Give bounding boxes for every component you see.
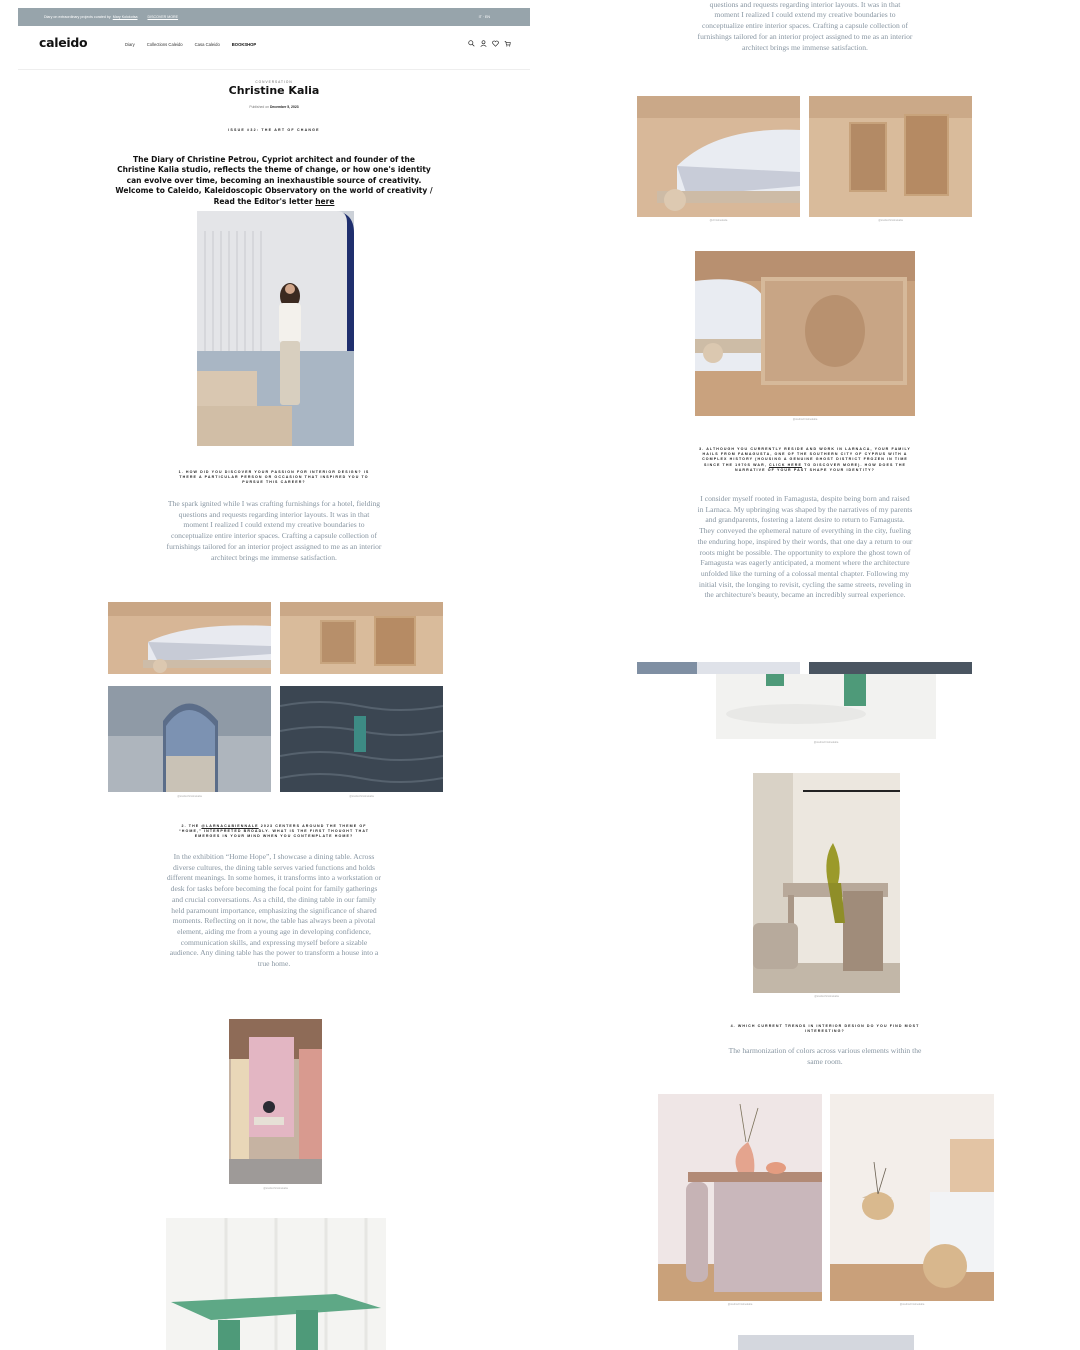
intro-text: The Diary of Christine Petrou, Cypriot architect and founder of the Christine Kalia studio, reflects the theme of change, or how one's identity can evolve over time, becoming an inexhaustible source of creativity. Welcome to Caleido, Kaleidoscopic Observatory on the world of creativity / Read the Editor's letter: [115, 155, 433, 206]
main-nav: [125, 42, 256, 47]
bed-on-sand-photo: [108, 602, 271, 674]
issue-label: ISSUE #32: THE ART OF CHANGE: [228, 128, 320, 132]
question-3-suffix: TO DISCOVER MORE). HOW DOES THE NARRATIVE OF YOUR PAST SHAPE YOUR IDENTITY?: [735, 462, 907, 472]
caption-exhibition: @studiochristinekalia: [263, 1187, 288, 1190]
caption-pink-cabinet: @studiochristinekalia: [727, 1303, 753, 1306]
bed-on-sand-large-photo: [637, 96, 800, 217]
answer-1: The spark ignited while I was crafting furnishings for a hotel, fielding questions and requests regarding interior layouts. It was in that moment I realized I could extend my creative boundaries to conceptualize entire interior spaces. Crafting a capsule collection of furnishings tailored for an interior project assigned to me as an interior architect brings me immense satisfaction.: [166, 499, 382, 562]
site-header: [18, 26, 530, 70]
question-2: [173, 824, 375, 840]
heart-icon[interactable]: [492, 40, 499, 47]
bed-strip-photo: [637, 662, 800, 674]
next-photo-preview: [738, 1335, 914, 1350]
question-3: [697, 447, 913, 473]
published-date: [18, 105, 530, 109]
mirror-on-beach-photo: [108, 686, 271, 792]
portrait-photo: [197, 211, 354, 446]
caption-sea: @studiochristinekalia: [349, 795, 374, 798]
published-date-value: December 5, 2023: [269, 105, 299, 109]
article-intro: [114, 155, 434, 207]
question-3-prefix: 3. ALTHOUGH YOU CURRENTLY RESIDE AND WORK IN LARNACA, YOUR FAMILY HAILS FROM FAMAGUSTA, ONE OF THE SOUTHERN CITY OF CYPRUS WITH A COMPLEX HISTORY (HOUSING A GENUINE GHOST DISTRICT FROZEN IN TIME SINCE THE 1970S WAR,: [699, 447, 911, 467]
answer-2: In the exhibition “Home Hope”, I showcase a dining table. Across diverse cultures, the dining table serves varied functions and holds different meanings. In some homes, it transforms into a workstation or desk for tasks before becoming the focal point for family gatherings and crucial conversations. As a child, the dining table in our family held paramount importance, emphasizing the significance of shared moments. Reflecting on it now, the table has always been a pivotal element, aiding me from a young age in developing confidence, communication skills, and expressing myself before a sizable audience. Any dining table has the power to transform a house into a true home.: [166, 852, 382, 969]
published-prefix: Published on: [249, 105, 269, 109]
bed-headboard-photo: [695, 251, 915, 416]
question-2-suffix: 2023 CENTERS AROUND THE THEME OF “HOME,” INTERPRETED BROADLY. WHAT IS THE FIRST THOUGHT THAT EMERGES IN YOUR MIND WHEN YOU CONTEMPLATE HOME?: [178, 824, 370, 839]
cart-icon[interactable]: [504, 40, 511, 47]
click-here-link[interactable]: CLICK HERE: [769, 462, 802, 467]
exhibition-photo: [229, 1019, 322, 1184]
article-kicker: CONVERSATION: [255, 80, 293, 84]
side-tables-large-photo: [809, 96, 972, 217]
side-tables-photo: [280, 602, 443, 674]
desk-interior-photo: [753, 773, 900, 993]
answer-3: I consider myself rooted in Famagusta, despite being born and raised in Larnaca. My upbringing was shaped by the narratives of my parents and grandparents, fostering a latent desire to return to Famagusta. They conveyed the ephemeral nature of everything in the city, fueling the enduring hope, inspired by their words, that one day a return to our roots might be possible. The opportunity to explore the ghost town of Famagusta was eagerly anticipated, a moment where the architecture unfolded like the turning of a colossal mental chapter. Following my initial visit, the longing to revisit, cycling the same streets, reveling in the architecture's beauty, became an incredibly surreal experience.: [697, 494, 913, 600]
announcement-link[interactable]: Mary Kolokotsa: [112, 15, 138, 19]
article-title: Christine Kalia: [228, 84, 320, 97]
question-4: 4. WHICH CURRENT TRENDS IN INTERIOR DESIGN DO YOU FIND MOST INTERESTING?: [730, 1024, 920, 1034]
caption-green-table: @studiochristinekalia: [813, 741, 839, 744]
discover-more-link[interactable]: DISCOVER MORE: [147, 15, 179, 19]
sea-installation-photo: [280, 686, 443, 792]
nav-item-diary[interactable]: Diary: [125, 42, 135, 47]
caption-bed: @christinekalia: [709, 219, 728, 222]
green-table-detail-photo: [716, 674, 936, 739]
pink-cabinet-photo: [658, 1094, 822, 1301]
caption-desk: @studiochristinekalia: [814, 995, 839, 998]
question-2-prefix: 2. THE: [181, 824, 200, 828]
caption-headboard: @studiochristinekalia: [792, 418, 818, 421]
announcement-bar: [18, 8, 530, 26]
language-switcher[interactable]: IT · EN: [478, 15, 490, 19]
header-icons: [468, 40, 511, 47]
bed-side-table-photo: [830, 1094, 994, 1301]
answer-4: The harmonization of colors across various elements within the same room.: [728, 1046, 922, 1066]
nav-item-bookshop[interactable]: BOOKSHOP: [231, 42, 257, 47]
caption-side-table: @studiochristinekalia: [899, 1303, 925, 1306]
announcement-text: Diary on extraordinary projects curated by: [44, 15, 111, 19]
green-table-photo: [166, 1218, 386, 1350]
nav-item-casa-caleido[interactable]: Casa Caleido: [194, 42, 220, 47]
larnaca-biennale-link[interactable]: @LARNACABIENNALE: [201, 824, 259, 828]
nav-item-collections[interactable]: Collections Caleido: [146, 42, 183, 47]
caption-mirror: @studiochristinekalia: [177, 795, 202, 798]
user-icon[interactable]: [480, 40, 487, 47]
page-left-column: [18, 8, 530, 1350]
sea-strip-photo: [809, 662, 972, 674]
question-1: 1. HOW DID YOU DISCOVER YOUR PASSION FOR INTERIOR DESIGN? IS THERE A PARTICULAR PERSON OR OCCASION THAT INSPIRED YOU TO PURSUE THIS CAREER?: [178, 470, 370, 485]
editor-letter-link[interactable]: here: [315, 196, 335, 206]
page-right-column: [600, 0, 1080, 1350]
caption-tables: @studiochristinekalia: [878, 219, 903, 222]
site-logo[interactable]: caleido: [39, 35, 88, 50]
answer-1-continued: questions and requests regarding interior layouts. It was in that moment I realized I could extend my creative boundaries to conceptualize entire interior spaces. Crafting a capsule collection of furnishings tailored for an interior project assigned to me as an interior architect brings me immense satisfaction.: [697, 0, 913, 52]
search-icon[interactable]: [468, 40, 475, 47]
